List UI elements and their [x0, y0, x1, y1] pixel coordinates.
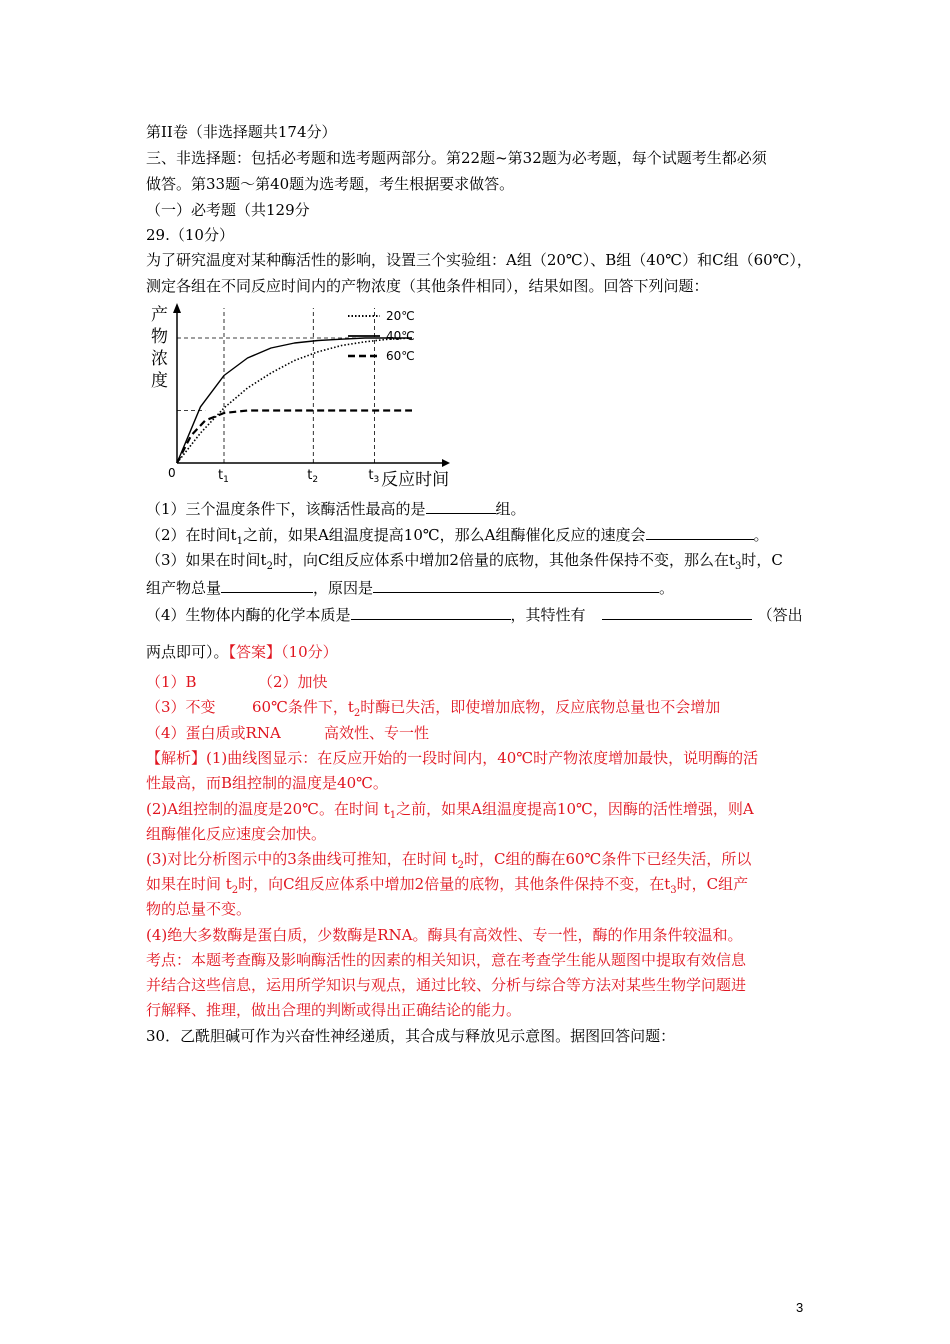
question-number: 29.（10分） — [146, 226, 234, 244]
q3-sub-2: 3 — [735, 561, 742, 572]
answer-3-b-pre: 60℃条件下，t — [252, 698, 354, 716]
q2-answer-blank[interactable] — [646, 524, 754, 540]
question-3-line-1 — [146, 550, 783, 570]
tick-label-t3: $t_3$ — [368, 468, 380, 485]
page-number: 3 — [796, 1300, 804, 1315]
analysis-3c: 物的总量不变。 — [146, 900, 252, 918]
analysis-1b: 性最高，而B组控制的温度是40℃。 — [146, 774, 388, 792]
analysis-2b: 组酶催化反应速度会加快。 — [146, 825, 327, 843]
q3-sub-1: 2 — [266, 561, 273, 572]
q3-answer-blank-1[interactable] — [221, 577, 313, 593]
q4-text-d: 两点即可）。 — [146, 643, 229, 661]
question-2 — [146, 524, 769, 545]
question-4-line-1 — [146, 604, 803, 625]
answer-3-a: （3）不变 — [146, 698, 216, 716]
question-stem-1: 为了研究温度对某种酶活性的影响，设置三个实验组：A组（20℃）、B组（40℃）和C组（60℃）， — [146, 251, 812, 269]
analysis-1a — [146, 748, 758, 768]
legend-label-40℃: 40℃ — [386, 329, 415, 343]
q4-text-a: （4）生物体内酶的化学本质是 — [146, 606, 351, 624]
answer-score: （10分） — [281, 643, 338, 661]
tick-label-t1: $t_1$ — [218, 468, 229, 485]
section-title: 第II卷（非选择题共174分） — [146, 123, 337, 141]
analysis-2a-sub: 1 — [389, 810, 397, 821]
y-axis-label-char: 度 — [151, 371, 168, 391]
q1-suffix: 组。 — [495, 500, 526, 518]
answer-2: （2）加快 — [258, 673, 328, 691]
knowledge-point-3: 行解释、推理，做出合理的判断或得出正确结论的能力。 — [146, 1001, 522, 1019]
analysis-2a-post: 之前，如果A组温度提高10℃，因酶的活性增强，则A — [396, 800, 754, 818]
q4-answer-blank-1[interactable] — [351, 604, 511, 620]
q4-text-b: ，其特性有 — [510, 606, 586, 624]
origin-label: 0 — [168, 466, 176, 480]
question-stem-2: 测定各组在不同反应时间内的产物浓度（其他条件相同），结果如图。回答下列问题： — [146, 277, 709, 295]
answer-3-b — [252, 697, 720, 717]
y-axis-label-char: 产 — [151, 305, 168, 325]
next-question: 30．乙酰胆碱可作为兴奋性神经递质，其合成与释放见示意图。据图回答问题： — [146, 1027, 676, 1045]
analysis-2a — [146, 799, 754, 819]
analysis-3a-pre: (3)对比分析图示中的3条曲线可推知，在时间 t — [146, 850, 458, 868]
y-axis-label-char: 浓 — [151, 349, 168, 369]
analysis-3b-mid: 时，向C组反应体系中增加2倍量的底物，其他条件保持不变，在t — [238, 875, 671, 893]
answer-3-b-post: 时酶已失活，即使增加底物，反应底物总量也不会增加 — [360, 698, 721, 716]
question-3-line-2 — [146, 577, 674, 598]
q3-suffix: 。 — [659, 579, 675, 597]
analysis-3b-post: 时，C组产 — [676, 875, 749, 893]
x-axis-label: 反应时间 — [381, 470, 450, 490]
analysis-3a-sub: 2 — [457, 860, 464, 871]
answer-4-a: （4）蛋白质或RNA — [146, 724, 281, 742]
analysis-3a-post: 时，C组的酶在60℃条件下已经失活，所以 — [463, 850, 752, 868]
series-line-60℃ — [177, 411, 412, 464]
y-axis-label-char: 物 — [151, 327, 168, 347]
analysis-tag: 【解析】 — [146, 749, 207, 767]
question-1 — [146, 498, 526, 519]
q4-text-c: （答出 — [757, 606, 803, 624]
question-4-line-2 — [146, 642, 338, 662]
q3-text-d: 组产物总量 — [146, 579, 222, 597]
knowledge-point-1: 考点：本题考查酶及影响酶活性的因素的相关知识，意在考查学生能从题图中提取有效信息 — [146, 951, 747, 969]
knowledge-point-2: 并结合这些信息，运用所学知识与观点，通过比较、分析与综合等方法对某些生物学问题进 — [146, 976, 747, 994]
q2-suffix: 。 — [753, 526, 769, 544]
analysis-3b-sub-1: 2 — [231, 885, 239, 896]
q4-answer-blank-2[interactable] — [602, 604, 752, 620]
q3-text-a: （3）如果在时间t — [146, 551, 267, 569]
answer-tag: 【答案】 — [228, 643, 282, 661]
y-axis-arrow — [173, 303, 181, 313]
q1-answer-blank[interactable] — [426, 498, 496, 514]
analysis-3a — [146, 849, 751, 869]
legend-label-60℃: 60℃ — [386, 349, 415, 363]
analysis-4: (4)绝大多数酶是蛋白质，少数酶是RNA。酶具有高效性、专一性，酶的作用条件较温和。 — [146, 926, 743, 944]
part-heading: （一）必考题（共129分 — [146, 201, 310, 219]
analysis-2a-pre: (2)A组控制的温度是20℃。在时间 t — [146, 800, 390, 818]
answer-4-b: 高效性、专一性 — [324, 724, 430, 742]
q3-text-b: 时，向C组反应体系中增加2倍量的底物，其他条件保持不变，那么在t — [272, 551, 736, 569]
legend-label-20℃: 20℃ — [386, 309, 415, 323]
q2-text-a: （2）在时间t — [146, 526, 237, 544]
tick-label-t2: $t_2$ — [307, 468, 319, 485]
q3-text-c: 时，C — [741, 551, 783, 569]
q2-sub: 1 — [236, 536, 243, 547]
enzyme-product-chart — [150, 303, 450, 493]
answer-3-b-sub: 2 — [353, 708, 361, 719]
analysis-3b — [146, 874, 748, 894]
analysis-3b-sub-2: 3 — [670, 885, 677, 896]
q3-answer-blank-2[interactable] — [373, 577, 659, 593]
instructions-line-2: 做答。第33题～第40题为选考题，考生根据要求做答。 — [146, 175, 515, 193]
analysis-3b-pre: 如果在时间 t — [146, 875, 232, 893]
answer-1: （1）B — [146, 673, 197, 691]
q2-text-b: 之前，如果A组温度提高10℃，那么A组酶催化反应的速度会 — [242, 526, 646, 544]
instructions-line-1: 三、非选择题：包括必考题和选考题两部分。第22题~第32题为必考题，每个试题考生都必须 — [146, 149, 767, 167]
q3-text-e: ，原因是 — [313, 579, 374, 597]
x-axis-arrow — [442, 459, 450, 467]
q1-text: （1）三个温度条件下，该酶活性最高的是 — [146, 500, 426, 518]
analysis-1a-text: (1)曲线图显示：在反应开始的一段时间内，40℃时产物浓度增加最快，说明酶的活 — [206, 749, 759, 767]
